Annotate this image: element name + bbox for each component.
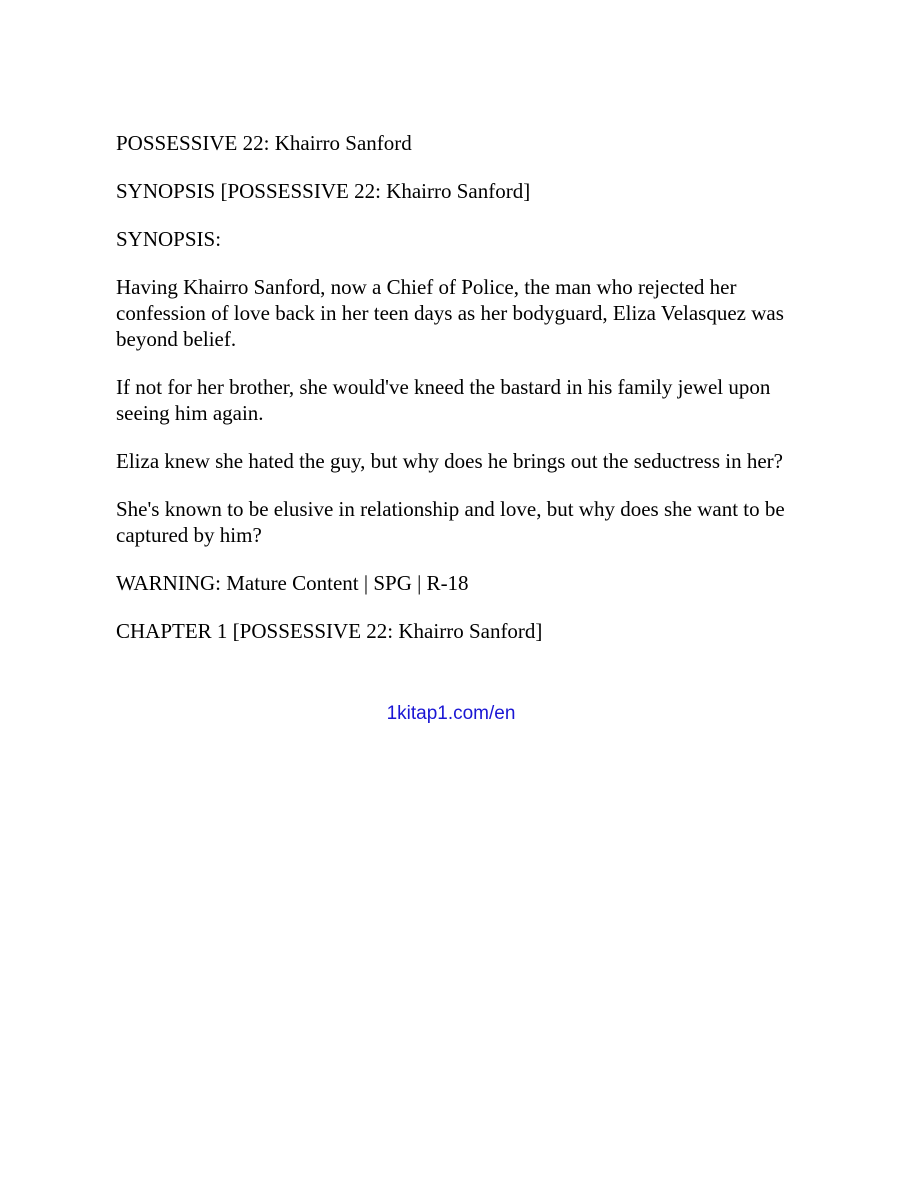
site-link[interactable]: 1kitap1.com/en [386,703,516,724]
synopsis-paragraph: Having Khairro Sanford, now a Chief of Police, the man who rejected her confession of love back in her teen days as her bodyguard, Eliza Velasquez was beyond belief. [116,275,784,351]
synopsis-heading: SYNOPSIS [POSSESSIVE 22: Khairro Sanford] [116,179,531,203]
book-title: POSSESSIVE 22: Khairro Sanford [116,131,412,155]
synopsis-label: SYNOPSIS: [116,227,222,251]
synopsis-paragraph: Eliza knew she hated the guy, but why does he brings out the seductress in her? [116,449,783,473]
document-body [116,130,802,666]
content-warning: WARNING: Mature Content | SPG | R-18 [116,571,469,595]
synopsis-paragraph: If not for her brother, she would've kneed the bastard in his family jewel upon seeing him again. [116,375,771,425]
chapter-heading: CHAPTER 1 [POSSESSIVE 22: Khairro Sanford] [116,619,543,643]
synopsis-paragraph: She's known to be elusive in relationship and love, but why does she want to be captured by him? [116,497,785,547]
